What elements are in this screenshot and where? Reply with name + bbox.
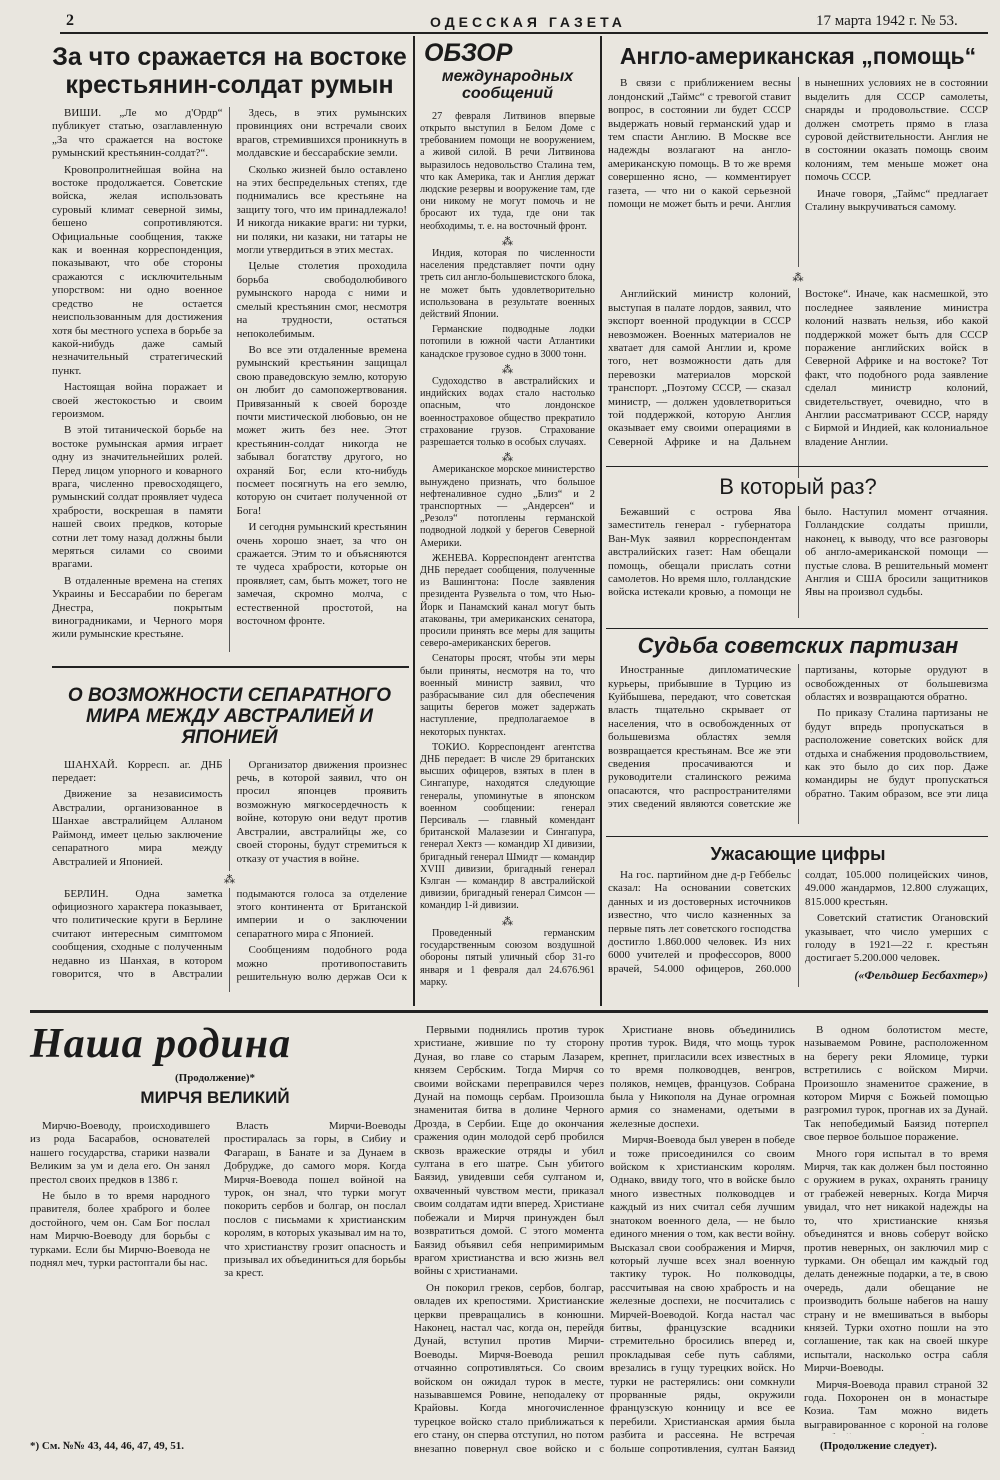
review-subtitle: международных сообщений [441, 67, 574, 103]
paragraph: Первыми поднялись против турок христиане, жившие по ту сторону Дуная, во главе со старым Лазарем, князем Сербским. Тогда Мирчя со своими войсками переправился через Дунай на помощь сербам. Произошла знаменитая битва в долине Черного Дрозда, в Сербии. Еще до окончания сражения один молодой серб пробился сквозь вражеские отряды и убил султана в его шатре. Сын убитого Баязид, увидевши себя султаном и, охваченный чувством мести, приказал своим солдатам идти вперед. Христиане побежали и Мирчя принужден был возвратиться домой. С этого момента Баязид объявил себя непримиримым врагом христианства и всю жизнь вел войны с христианами. [414, 1024, 604, 1278]
romanian-article-title: За что сражается на востоке крестьянин-солдат румын [52, 43, 407, 99]
paragraph: На гос. партийном дне д-р Геббельс сказал: На основании советских данных и из достоверных источников известно, что число казненных за первые пять лет советского господства достигло 1.860.000 человек. Из них 6000 учителей и профессоров, 8000 врачей, 54.000 офицеров, 260.000 солдат, 105.000 полицейских чинов, 49.000 жандармов, 12.800 служащих, 815.000 крестьян. [608, 869, 988, 975]
figures-body [608, 869, 988, 987]
which-time-title: В который раз? [719, 474, 877, 499]
paragraph: Сенаторы просят, чтобы эти меры были приняты, несмотря на то, что военный министр заявил, что разбрасывание сил для обеспечения защиты берегов может задержать наступление, предполагаемое в некоторых пунктах. [420, 653, 595, 738]
homeland-col-5 [804, 1024, 988, 1434]
stars-separator: ⁂ [502, 915, 513, 928]
review-title: ОБЗОР [424, 39, 513, 67]
anglo-article-body-b [608, 288, 988, 478]
homeland-article [30, 1020, 988, 1460]
paragraph: И сегодня румынский крестьянин очень хорошо знает, за что он сражается. Этим то и объясняются те чудеса храбрости, которые он проявляет, сам, быть может, того не замечая, скромно молча, с естественной простотой, на восточном фронте. [236, 521, 407, 628]
homeland-col-1 [30, 1120, 210, 1438]
anglo-article-title: Англо-американская „помощь“ [619, 43, 977, 69]
newspaper-name: ОДЕССКАЯ ГАЗЕТА [430, 14, 626, 30]
romanian-article [52, 40, 407, 666]
figures-article [608, 844, 988, 1006]
paragraph: В отдаленные времена на степях Украины и Бессарабии по берегам Днестра, покрытым виноградниками, и Черного моря жили румынские крестьяне. [52, 574, 223, 641]
paragraph: Он покорил греков, сербов, болгар, овладев их крепостями. Христианские церкви превращались в конюшни. Наконец, настал час, когда он, перейдя Дунай, вступил против Мирчи-Воеводы. Мирчя-Воевода решил отчаянно сопротивляться. Со своим войском он ожидал турок в месте, называвшемся Ровине, неподалеку от Крайовы. Когда многочисленное турецкое войско стало приближаться к его стану, он сперва отступил, но потом внезапно повернул свое войско и с [414, 1281, 604, 1454]
separate-peace-body-a [52, 759, 407, 871]
homeland-footnote: *) См. №№ 43, 44, 46, 47, 49, 51. [30, 1440, 184, 1452]
paragraph: Мирчя-Воевода правил страной 32 года. Похоронен он в монастыре Козиа. Там можно видеть выгравированное с короной на голове [804, 1378, 988, 1431]
section-rule [606, 466, 988, 467]
paragraph: Целые столетия проходила борьба свободолюбивого румынского народа с ними и смелый крестьянин смог, несмотря на трудности, остаться непоколебимым. [236, 260, 407, 340]
which-time-article [608, 474, 988, 624]
paragraph: ЖЕНЕВА. Корреспондент агентства ДНБ передает сообщения, полученные из Вашингтона: После заявления президента Рузвельта о том, что Нью-Йорк и Панамский канал могут быть атакованы, три американских сенатора, просили принять все меры для защиты северо-американских берегов. [420, 552, 595, 650]
anglo-article-body-a [608, 77, 988, 267]
homeland-col-2 [224, 1120, 406, 1438]
paragraph: Иначе говоря, „Таймс“ предлагает Сталину выкручиваться самому. [805, 187, 988, 213]
partisans-title: Судьба советских партизан [637, 633, 959, 658]
which-time-body [608, 506, 988, 618]
section-rule [606, 836, 988, 837]
paragraph: Мирчя-Воевода был уверен в победе и тоже присоединился со своим войском к христианским королям. Однако, ввиду того, что в войске было много известных полководцев и каждый из них считал себя лучшим знатоком военного дела, — не было единого мнения о том, как вести войну. Высказал свои соображения и Мирчя, который лучше всех знал военную тактику турок. Но полководцы, рассчитывая на свою храбрость и на железные доспехи, не посчитались с Мирчей-Воеводой. Когда настал час битвы, французские всадники стремительно бросились вперед и, прокладывая себе путь саблями, врезались в гущу турецких войск. Но турки не растерялись: они сомкнули прорванные ряды, окружили французскую конницу и все ее перебили. Христианская армия была разбита и рассеяна. Не встречая больше сопротивления, султан Баязид [610, 1134, 795, 1454]
paragraph: В одном болотистом месте, называемом Ровине, расположенном на берегу реки Яломице, турки встретились с войском Мирчи. Произошло знаменитое сражение, в котором Мирчя с Божьей помощью разгромил турок, прогнав их за Дунай. Так непобедимый Баязид потерпел свое первое большое поражение. [804, 1024, 988, 1144]
homeland-title: Наша родина [30, 1021, 292, 1067]
section-rule [30, 1010, 988, 1013]
section-rule [52, 666, 409, 668]
separate-peace-article [52, 686, 407, 1006]
paragraph: Сообщениям подобного рода можно противопоставить решительную волю держав Оси к [236, 944, 407, 984]
separate-peace-title: О ВОЗМОЖНОСТИ СЕПАРАТНОГО МИРА МЕЖДУ АВСТРАЛИЕЙ И ЯПОНИЕЙ [67, 685, 392, 748]
paragraph: Проведенный германским государственным союзом воздушной обороны пятый уличный сбор 31-го января и 1 февраля дал 24.676.961 марку. [420, 927, 595, 988]
header-rule [60, 32, 988, 34]
review-article [420, 40, 595, 1004]
partisans-article [608, 634, 988, 834]
stars-separator: ⁂ [224, 873, 235, 886]
homeland-continued: (Продолжение следует). [820, 1440, 937, 1452]
paragraph: Движение за независимость Австралии, организованное в Шанхае австралийцем Алланом Раймонд, имеет целью заключение сепаратного мира между Австралией и Японией. [52, 788, 223, 868]
paragraph: Индия, которая по численности населения представляет почти одну треть сил англо-большевистского блока, не может быть удовлетворительно использована в результате военных действий Японии. [420, 247, 595, 320]
column-rule [600, 36, 602, 1006]
paragraph: БЕРЛИН. Одна заметка официозного характера показывает, что политические круги в Берлине считают интересным симптомом сообщения, сходные с полученным недавно из Шанхая, в котором говорится, что в Австралии подымаются голоса за отделение этого континента от Британской империи и о заключении сепаратного мира с Японией. [52, 887, 407, 981]
paragraph: В этой титанической борьбе на востоке румынская армия играет одну из значительнейших ролей. Перед лицом упорного и коварного врага, численно превосходящего, румынский солдат проявляет чудеса храбрости, воскрешая в памяти нашей своих предков, которые сотни лет тому назад должны были меряться силами со своими врагами. [52, 424, 223, 571]
homeland-heading: МИРЧЯ ВЕЛИКИЙ [140, 1088, 290, 1107]
paragraph: Германские подводные лодки потопили в южной части Атлантики канадское грузовое судно в 3000 тонн. [420, 324, 595, 360]
homeland-col-4 [610, 1024, 795, 1454]
paragraph: Американское морское министерство вынуждено признать, что большое нефтеналивное судно „Близ“ и 2 транспортных — „Андерсен“ и „Резолэ“ потоплены германской подводной лодкой у берегов Северной Америки. [420, 464, 595, 549]
paragraph: Не было в то время народного правителя, более храброго и более достойного, чем он. Сам Бог послал нам Мирчю-Воеводу для борьбы с турками. Если бы Мирчю-Воевода не поднял меч, турки растоптали бы нас. [30, 1190, 210, 1270]
paragraph: Сколько жизней было оставлено на этих беспредельных степях, где поднимались все крестьяне на защиту того, что им принадлежало! И никогда никакие враги: ни турки, ни поляки, ни казаки, ни татары не могли утвердиться в этих местах. [236, 163, 407, 257]
page-number: 2 [66, 12, 74, 29]
stars-separator: ⁂ [502, 363, 513, 376]
stars-separator: ⁂ [502, 452, 513, 465]
review-body [420, 111, 595, 991]
paragraph: 27 февраля Литвинов впервые открыто выступил в Белом Доме с требованием помощи не вооружением, а живой силой. В речи Литвинова выразилось недовольство Сталина тем, что как Америка, так и Англия держат людские резервы и вооружение там, где они никому не могут помочь и не бросают их туда, где они так необходимы, т. е. на восточный фронт. [420, 110, 595, 232]
figures-credit: («Фельдшер Бесбахтер») [854, 967, 988, 982]
issue-date: 17 марта 1942 г. № 53. [816, 13, 958, 29]
stars-separator: ⁂ [792, 272, 804, 285]
paragraph: Судоходство в австралийских и индийских водах стало настолько опасным, что лондонское военностраховое общество прекратило страхование грузов. Страхование разрешается только в особых случаях. [420, 375, 595, 448]
paragraph: Христиане вновь объединились против турок. Видя, что мощь турок крепнет, пригласили всех известных в то время полководцев, венгров, поляков, немцев, французов. Собрана была у Никополя на Дунае огромная армия со знаменами, одетыми в железные доспехи. [610, 1024, 795, 1130]
paragraph: ШАНХАЙ. Корресп. аг. ДНБ передает: [52, 758, 223, 785]
stars-separator: ⁂ [502, 235, 513, 248]
column-rule [413, 36, 415, 1006]
paragraph: По приказу Сталина партизаны не будут впредь пропускаться в расположение советских войск для отдыха и снабжения продовольствием, как это было до сих пор. Даже командиры не будут пропускаться обратно. Таким образом, все эти лица [805, 707, 988, 800]
paragraph: Советский статистик Огановский указывает, что число умерших с голоду в 1921—22 г. крестьян достигает 5.200.000 человек. [805, 912, 988, 965]
paragraph: В связи с приближением весны лондонский „Таймс“ с тревогой ставит вопрос, в состоянии ли будет СССР выдержать новый германский удар и тем спасти Англию. В Москве все надежды возлагают на англо-американскую помощь. В то же время совершенно ясно, — комментирует газета, — что ни о какой серьезной помощи не может быть и речи. Англия в нынешних условиях не в состоянии выделить для СССР самолеты, снаряды и продовольствие. СССР должен смотреть прямо в глаза суровой действительности. Англия не в состоянии оказать помощь своим колониям, тем меньше может она помочь СССР. [608, 77, 988, 210]
paragraph: Во все эти отдаленные времена румынский крестьянин защищал свою праведовскую землю, которую он любит до самопожертвования. Привязанный к своей борозде почти мистической любовью, он не может жить без нее. Этот крестьянин-солдат никогда не забывал богатству другого, но охраняй Бог, если кто-нибудь посмеет посягнуть на его землю, которую он считает полученной от Бога! [236, 343, 407, 517]
homeland-subtitle: (Продолжение)* [174, 1072, 256, 1084]
paragraph: Иностранные дипломатические курьеры, прибывшие в Турцию из Куйбышева, передают, что советская власть тщательно скрывает от населения, что в освобожденных от большевизма областях земля возвращается крестьянам. Все же эти сведения просачиваются и руководители сталинского режима опасаются, что распространителями этих сведений являются советские же партизаны, которые орудуют в освобожденных от большевизма областях и возвращаются обратно. [608, 664, 988, 811]
homeland-col-3 [414, 1024, 604, 1454]
paragraph: Кровопролитнейшая война на востоке продолжается. Советские войска, желая использовать суровый климат северной зимы, бешено сопротивляются. Официальные сообщения, также как и военная корреспонденция, показывают, что обе стороны сражаются с исключительным упорством: ни одно военное средство не остается неиспользованным для достижения хотя бы местного успеха в борьбе за какой-нибудь даже самый незначительный стратегический пункт. [52, 163, 223, 377]
paragraph: Много горя испытал в то время Мирчя, так как должен был постоянно с оружием в руках, охранять границу от грабежей неверных. Когда Мирчя увидал, что нет никакой надежды на то, что христианские князья объединятся и вновь соберут войско против неверных, он заключил мир с турками. Он обещал им каждый год делать денежные подарки, а те, в свою очередь, дали обещание не производить больше набегов на нашу страну и не вмешиваться в выборы князей. Турки охотно пошли на это соглашение, так как на своей шкуре испытали, насколько остра сабля Мирчи-Воеводы. [804, 1147, 988, 1375]
paragraph: Настоящая война поражает и своей жестокостью и своим героизмом. [52, 381, 223, 420]
paragraph: ВИШИ. „Ле мо д'Ордр“ публикует статью, озаглавленную „За что сражается на востоке румынский крестьянин-солдат?“. [52, 107, 223, 160]
paragraph: Мирчю-Воеводу, происходившего из рода Басарабов, основателей нашего государства, старики назвали Великим за ум и дела его. Он занял престол своих предков в 1386 г. [30, 1120, 210, 1186]
homeland-heading-block [30, 1020, 400, 1120]
anglo-article [608, 40, 988, 466]
romanian-article-body [52, 107, 407, 652]
paragraph: ТОКИО. Корреспондент агентства ДНБ передает: В числе 29 британских высших офицеров, взятых в плен в Сингапуре, находятся следующие генералы, упоминутые в японском военном сообщении: генерал Персиваль — главный комендант британской Малазезии и Сингапура, генерал Хектз — командир XI дивизии, бригадный генерал Шмидт — командир XVIII дивизии, бригадный генерал Кэлган — командир 8 австралийской дивизии, бригадный генерал Симсон — командир 1-й дивизии. [420, 741, 595, 912]
paragraph: Организатор движения произнес речь, в которой заявил, что он просил японцев проявить возможную мягкосердечность к войне, которую они ведут против Австралии, австралийцы же, со своей стороны, будут стремиться к отказу от участия в войне. [236, 758, 407, 865]
paragraph: Власть Мирчи-Воеводы простиралась за горы, в Сибиу и Фагараш, в Банате и за Дунаем в Добрудже, до самого моря. Когда Мирчя-Воевода пошел войной на турок, он знал, что турки могут покорить сербов и болгар, он послал послов с письмами к христианским королям, в которых указывал им на то, что христианству грозит опасность и призывал их объединиться для борьбы за крест. [224, 1120, 406, 1280]
partisans-body [608, 664, 988, 824]
section-rule [606, 628, 988, 629]
paragraph: Бежавший с острова Ява заместитель генерал - губернатора Ван-Мук заявил корреспондентам австралийских газет: Нам обещали помощь, обещали прислать сотни самолетов. Но время шло, голландские войска истекали кровью, а помощи не было. Наступил момент отчаяния. Голландские солдаты пришли, наконец, к выводу, что все разговоры об англо-американской помощи — пустые слова. В решительный момент Англия и США бросили защитников Явы на произвол судьбы. [608, 506, 988, 599]
figures-title: Ужасающие цифры [710, 844, 886, 864]
separate-peace-body-b [52, 888, 407, 992]
paragraph: Здесь, в этих румынских провинциях они встречали своих врагов, стремившихся проникнуть в молдавские и бессарабские земли. [236, 107, 407, 160]
paragraph: Английский министр колоний, выступая в палате лордов, заявил, что экспорт военной продукции в СССР невозможен. Военных материалов не хватает для самой Англии и, кроме того, нет возможности дать для перевозки материалов морской транспорт. „Поэтому СССР, — сказал министр, — должен удовлетвориться той поддержкой, которую Англия оказывает ему своими операциями в Северной Африке и на Дальнем Востоке“. Иначе, как насмешкой, это последнее заявление министра колоний назвать нельзя, ибо какой поддержкой может быть для СССР поражение английских войск в Северной Африке и на востоке? Тот факт, что подобного рода заявление сделал министр колоний, свидетельствует, очевидно, что в Англии рассматривают СССР, наряду с Бирмой и Индией, как колониальное владение Англии. [608, 288, 988, 448]
